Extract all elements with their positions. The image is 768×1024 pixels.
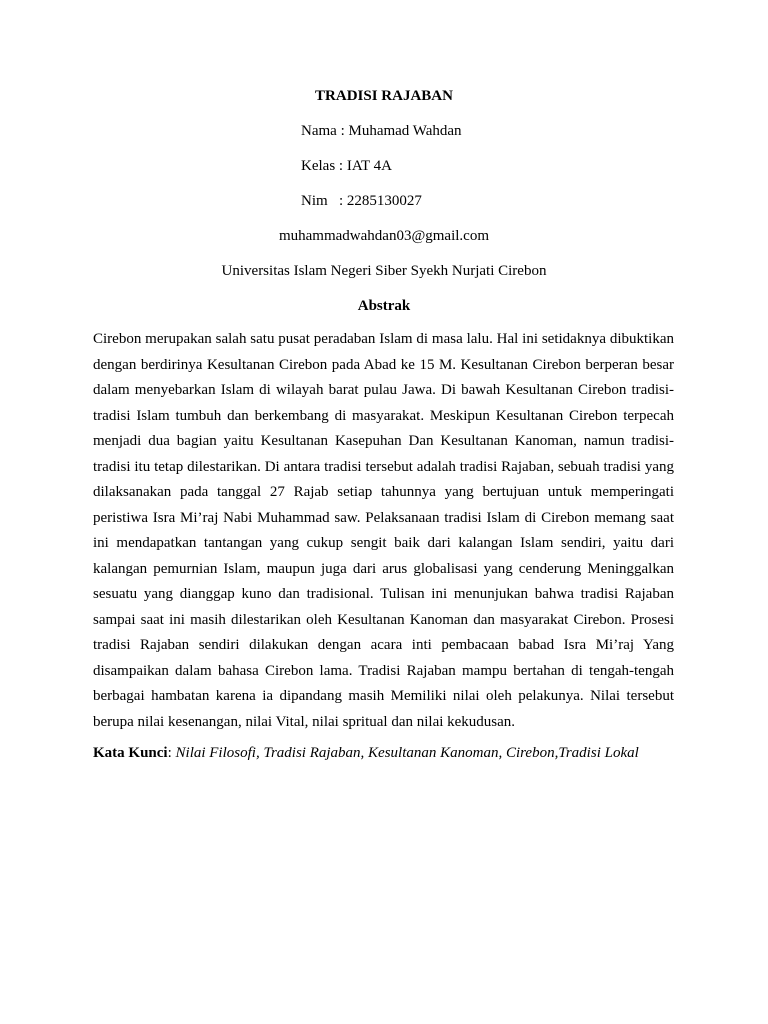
nim-label: Nim: [301, 193, 328, 209]
author-university: Universitas Islam Negeri Siber Syekh Nurjati Cirebon: [221, 263, 547, 279]
author-name: Nama : Muhamad Wahdan: [301, 123, 462, 139]
author-nim: [301, 191, 422, 211]
nim-value: : 2285130027: [339, 193, 422, 209]
author-email: muhammadwahdan03@gmail.com: [278, 228, 489, 244]
keywords-line: [93, 742, 693, 764]
keywords-label: Kata Kunci: [93, 745, 168, 761]
keywords-separator: :: [167, 745, 176, 761]
author-class: Kelas : IAT 4A: [301, 158, 392, 174]
document-title: TRADISI RAJABAN: [315, 88, 453, 104]
abstract-text: Cirebon merupakan salah satu pusat peradaban Islam di masa lalu. Hal ini setidaknya dibuktikan dengan berdirinya Kesultanan Cirebon pada Abad ke 15 M. Kesultanan Cirebon berperan besar dalam menyebarkan Islam di wilayah barat pulau Jawa. Di bawah Kesultanan Cirebon tradisi-tradisi Islam tumbuh dan berkembang di masyarakat. Meskipun Kesultanan Cirebon terpecah menjadi dua bagian yaitu Kesultanan Kasepuhan Dan Kesultanan Kanoman, namun tradisi-tradisi itu tetap dilestarikan. Di antara tradisi tersebut adalah tradisi Rajaban, sebuah tradisi yang dilaksanakan pada tanggal 27 Rajab setiap tahunnya yang bertujuan untuk memperingati peristiwa Isra Mi’raj Nabi Muhammad saw. Pelaksanaan tradisi Islam di Cirebon memang saat ini mendapatkan tantangan yang cukup sengit baik dari kalangan Islam sendiri, yaitu dari kalangan pemurnian Islam, maupun juga dari arus globalisasi yang cenderung Meninggalkan sesuatu yang dianggap kuno dan tradisional. Tulisan ini menunjukan bahwa tradisi Rajaban sampai saat ini masih dilestarikan oleh Kesultanan Kanoman dan masyarakat Cirebon. Prosesi tradisi Rajaban sendiri dilakukan dengan acara inti pembacaan babad Isra Mi’raj Yang disampaikan dalam bahasa Cirebon lama. Tradisi Rajaban mampu bertahan di tengah-tengah berbagai hambatan karena ia dipandang masih Memiliki nilai oleh pelakunya. Nilai tersebut berupa nilai kesenangan, nilai Vital, nilai spritual dan nilai kekudusan.: [93, 331, 674, 730]
abstract-heading: Abstrak: [357, 298, 411, 314]
keywords-values: Nilai Filosofi, Tradisi Rajaban, Kesultanan Kanoman, Cirebon,Tradisi Lokal: [175, 745, 639, 761]
